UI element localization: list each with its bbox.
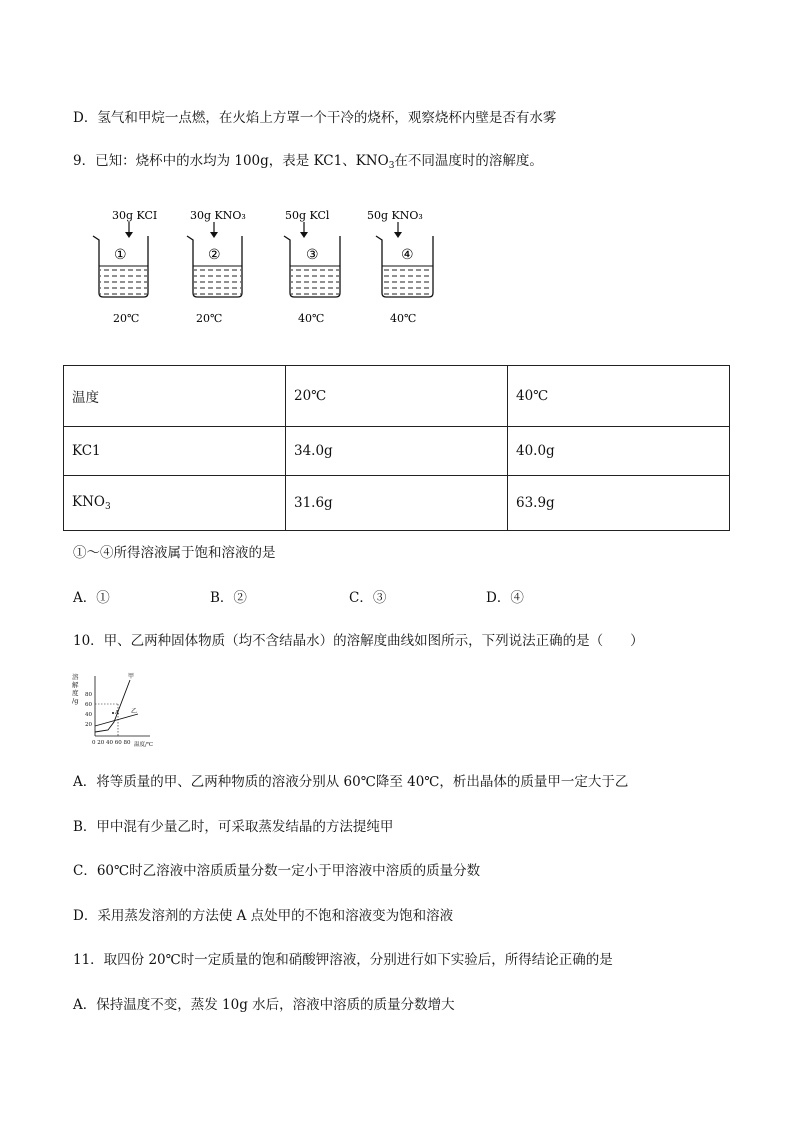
q10-option-a: A．将等质量的甲、乙两种物质的溶液分别从 60℃降至 40℃，析出晶体的质量甲一定大于乙 (73, 774, 629, 790)
beaker-3-number: ③ (306, 247, 319, 263)
beaker-1-label: 30g KCI (112, 209, 158, 222)
beaker-4 (367, 209, 433, 325)
series-yi-label: 乙 (131, 708, 138, 715)
table-row (64, 475, 730, 530)
table-cell: KC1 (64, 426, 286, 475)
xlabel: 温度/℃ (134, 742, 154, 748)
solubility-table (63, 365, 730, 531)
q9-option-a: A．① (73, 590, 110, 606)
beaker-4-label: 50g KNO₃ (367, 209, 423, 222)
kno3-subscript: 3 (104, 501, 111, 512)
q9-option-c: C．③ (349, 590, 387, 606)
table-cell: 温度 (64, 366, 286, 427)
ylabel-char: /g (72, 697, 79, 705)
point-a-label: A (115, 710, 119, 716)
ylabel-char: 溶 (72, 673, 79, 681)
table-cell (64, 475, 286, 530)
q8-option-d: D．氢气和甲烷一点燃，在火焰上方罩一个干冷的烧杯，观察烧杯内壁是否有水雾 (73, 110, 557, 126)
table-row (64, 426, 730, 475)
beaker-1 (93, 209, 157, 325)
q9-stem-text-end: 在不同温度时的溶解度。 (394, 153, 543, 169)
beaker-4-number: ④ (401, 247, 414, 263)
xtick-labels: 0 20 40 60 80 (92, 740, 131, 746)
q9-option-b: B．② (210, 590, 247, 606)
q10-stem: 10．甲、乙两种固体物质（均不含结晶水）的溶解度曲线如图所示，下列说法正确的是（ ） (73, 633, 644, 649)
ylabel-char: 解 (72, 681, 79, 689)
q11-stem: 11．取四份 20℃时一定质量的饱和硝酸钾溶液，分别进行如下实验后，所得结论正确的是 (73, 952, 613, 968)
table-cell: 20℃ (286, 366, 508, 427)
ytick-label: 80 (85, 692, 92, 698)
beaker-2-label: 30g KNO₃ (190, 209, 246, 222)
point-a (112, 712, 114, 714)
beaker-2 (187, 209, 246, 325)
q9-stem-text: 9．已知：烧杯中的水均为 100g，表是 KC1、KNO (73, 153, 389, 169)
table-cell: 31.6g (286, 475, 508, 530)
beaker-3 (284, 209, 340, 325)
ytick-label: 20 (85, 722, 92, 728)
table-cell: 34.0g (286, 426, 508, 475)
ytick-label: 40 (85, 712, 92, 718)
beaker-3-temp: 40℃ (298, 312, 325, 325)
table-cell: 40℃ (508, 366, 730, 427)
beaker-1-number: ① (114, 247, 127, 263)
q10-option-d: D．采用蒸发溶剂的方法使 A 点处甲的不饱和溶液变为饱和溶液 (73, 908, 454, 924)
beaker-2-number: ② (208, 247, 221, 263)
beaker-4-temp: 40℃ (390, 312, 417, 325)
beaker-3-label: 50g KCl (285, 209, 330, 222)
q10-option-b: B．甲中混有少量乙时，可采取蒸发结晶的方法提纯甲 (73, 819, 394, 835)
beakers-figure (0, 195, 794, 335)
table-cell: 40.0g (508, 426, 730, 475)
kno3-name: KNO (72, 493, 105, 510)
q11-option-a: A．保持温度不变，蒸发 10g 水后，溶液中溶质的质量分数增大 (73, 997, 455, 1013)
ylabel-char: 度 (72, 689, 79, 697)
q9-stem-subscript: 3 (388, 161, 395, 171)
series-jia-label: 甲 (128, 673, 135, 680)
solubility-curve-figure (70, 670, 165, 750)
q9-stem (73, 149, 543, 171)
beaker-2-temp: 20℃ (196, 312, 223, 325)
q9-question: ①～④所得溶液属于饱和溶液的是 (73, 545, 276, 561)
ytick-label: 60 (85, 702, 92, 708)
beaker-1-temp: 20℃ (113, 312, 140, 325)
table-cell: 63.9g (508, 475, 730, 530)
q9-option-d: D．④ (486, 590, 524, 606)
table-row (64, 366, 730, 427)
q10-option-c: C．60℃时乙溶液中溶质质量分数一定小于甲溶液中溶质的质量分数 (73, 863, 481, 879)
